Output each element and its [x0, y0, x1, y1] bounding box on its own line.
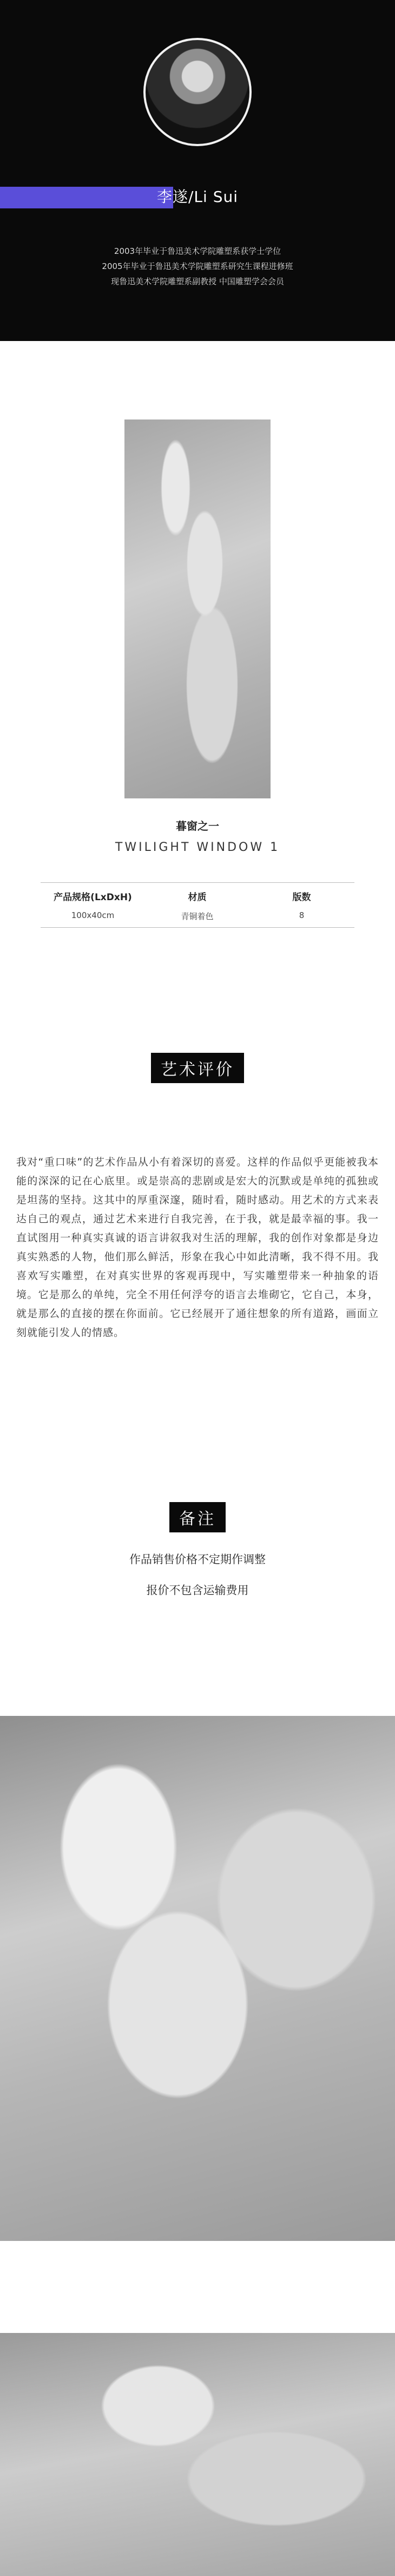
review-text: 我对“重口味”的艺术作品从小有着深切的喜爱。这样的作品似乎更能被我本能的深深的记在心底里。或是崇高的悲剧或是宏大的沉默或是单纯的孤独或是坦荡的坚持。这其中的厚重深邃，随时看，随时感动。用艺术的方式来表达自己的观点，通过艺术来进行自我完善，在于我，就是最幸福的事。我一直试图用一种真实真诚的语言讲叙我对生活的理解，我的创作对象都是身边真实熟悉的人物，他们那么鲜活，形象在我心中如此清晰，我不得不用。我喜欢写实雕塑，在对真实世界的客观再现中，写实雕塑带来一种抽象的语境。它是那么的单纯，完全不用任何浮夸的语言去堆砌它，它自己，本身，就是那么的直接的摆在你面前。它已经展开了通往想象的所有道路，画面立刻就能引发人的情感。: [16, 1156, 379, 1339]
artwork-image: [124, 419, 271, 798]
artwork-title: 暮窗之一: [176, 820, 219, 833]
bio-line: 2005年毕业于鲁迅美术学院雕塑系研究生课程进修班: [102, 261, 293, 271]
artwork-subtitle: TWILIGHT WINDOW 1: [115, 841, 280, 854]
spec-edition: [249, 883, 354, 927]
bio-line: 2003年毕业于鲁迅美术学院雕塑系获学士学位: [114, 246, 281, 256]
spec-header: 版数: [292, 892, 311, 903]
artist-header: [0, 0, 395, 341]
artist-bio: [0, 244, 395, 289]
artist-avatar: [143, 38, 252, 146]
relief-sculpture-image: [124, 419, 271, 798]
notes-heading-label: 备注: [169, 1502, 226, 1532]
spec-size: [41, 883, 145, 927]
notes-heading: [0, 1502, 395, 1532]
artist-name: 李遂/Li Sui: [156, 188, 238, 206]
note-line: 作品销售价格不定期作调整: [129, 1553, 266, 1566]
spec-value: 青铜着色: [181, 912, 214, 921]
spec-table: [41, 882, 354, 928]
note-line: 报价不包含运输费用: [146, 1584, 249, 1597]
detail-image-torso: [0, 1716, 395, 2241]
spec-value: 8: [299, 910, 305, 920]
detail-image-drapery: [0, 2333, 395, 2576]
bio-line: 现鲁迅美术学院雕塑系副教授 中国雕塑学会会员: [111, 277, 284, 286]
spec-header: 材质: [188, 892, 207, 903]
review-heading-label: 艺术评价: [151, 1053, 244, 1083]
spec-material: [145, 883, 249, 927]
spec-value: 100x40cm: [71, 910, 115, 920]
review-heading: [0, 1053, 395, 1083]
spec-header: 产品规格(LxDxH): [54, 892, 132, 903]
